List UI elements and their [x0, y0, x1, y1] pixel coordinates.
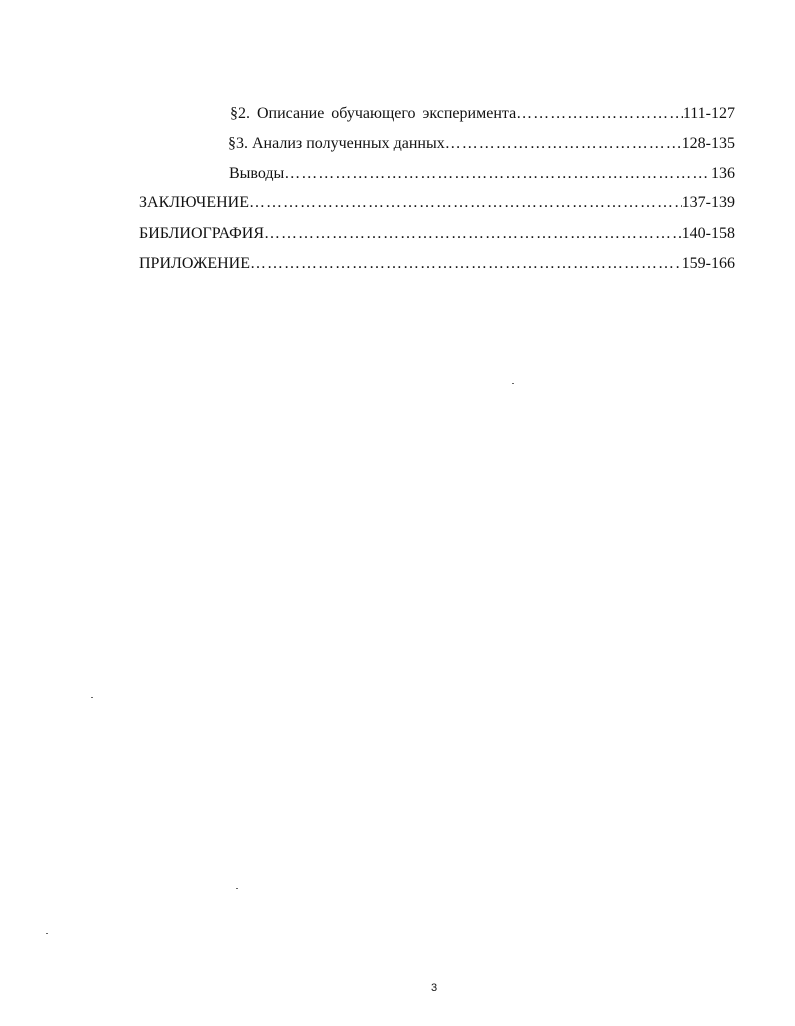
page-number: 3 — [430, 982, 438, 994]
scan-speck — [46, 933, 48, 934]
toc-entry-pages: 140-158 — [681, 225, 735, 242]
scan-speck — [236, 888, 238, 889]
toc-entry-title: Выводы — [229, 165, 285, 182]
toc-entry-pages: 136 — [711, 165, 735, 182]
toc-leader-dots — [250, 254, 682, 274]
toc-leader-dots — [249, 193, 682, 213]
toc-entry-pages: 111-127 — [682, 105, 735, 122]
toc-entry — [139, 254, 735, 274]
toc-entry-title: БИБЛИОГРАФИЯ — [139, 225, 265, 242]
toc-entry — [229, 164, 735, 184]
toc-entry-pages: 128-135 — [681, 135, 735, 152]
toc-entry — [228, 134, 735, 154]
toc-entry-title: ЗАКЛЮЧЕНИЕ — [139, 194, 249, 211]
toc-entry-title: §2. Описание обучающего эксперимента — [230, 105, 517, 122]
toc-entry-title: §3. Анализ полученных данных — [228, 135, 445, 152]
toc-entry-pages: 159-166 — [681, 255, 735, 272]
toc-entry-title: ПРИЛОЖЕНИЕ — [139, 255, 251, 272]
toc-leader-dots — [445, 134, 682, 154]
scan-speck — [91, 697, 93, 698]
toc-leader-dots — [264, 224, 682, 244]
toc-entry — [139, 224, 735, 244]
toc-entry-pages: 137-139 — [681, 194, 735, 211]
scan-speck — [512, 383, 514, 384]
toc-entry — [230, 104, 735, 124]
toc-entry — [139, 193, 735, 213]
toc-leader-dots — [516, 104, 683, 124]
toc-leader-dots — [284, 164, 711, 184]
